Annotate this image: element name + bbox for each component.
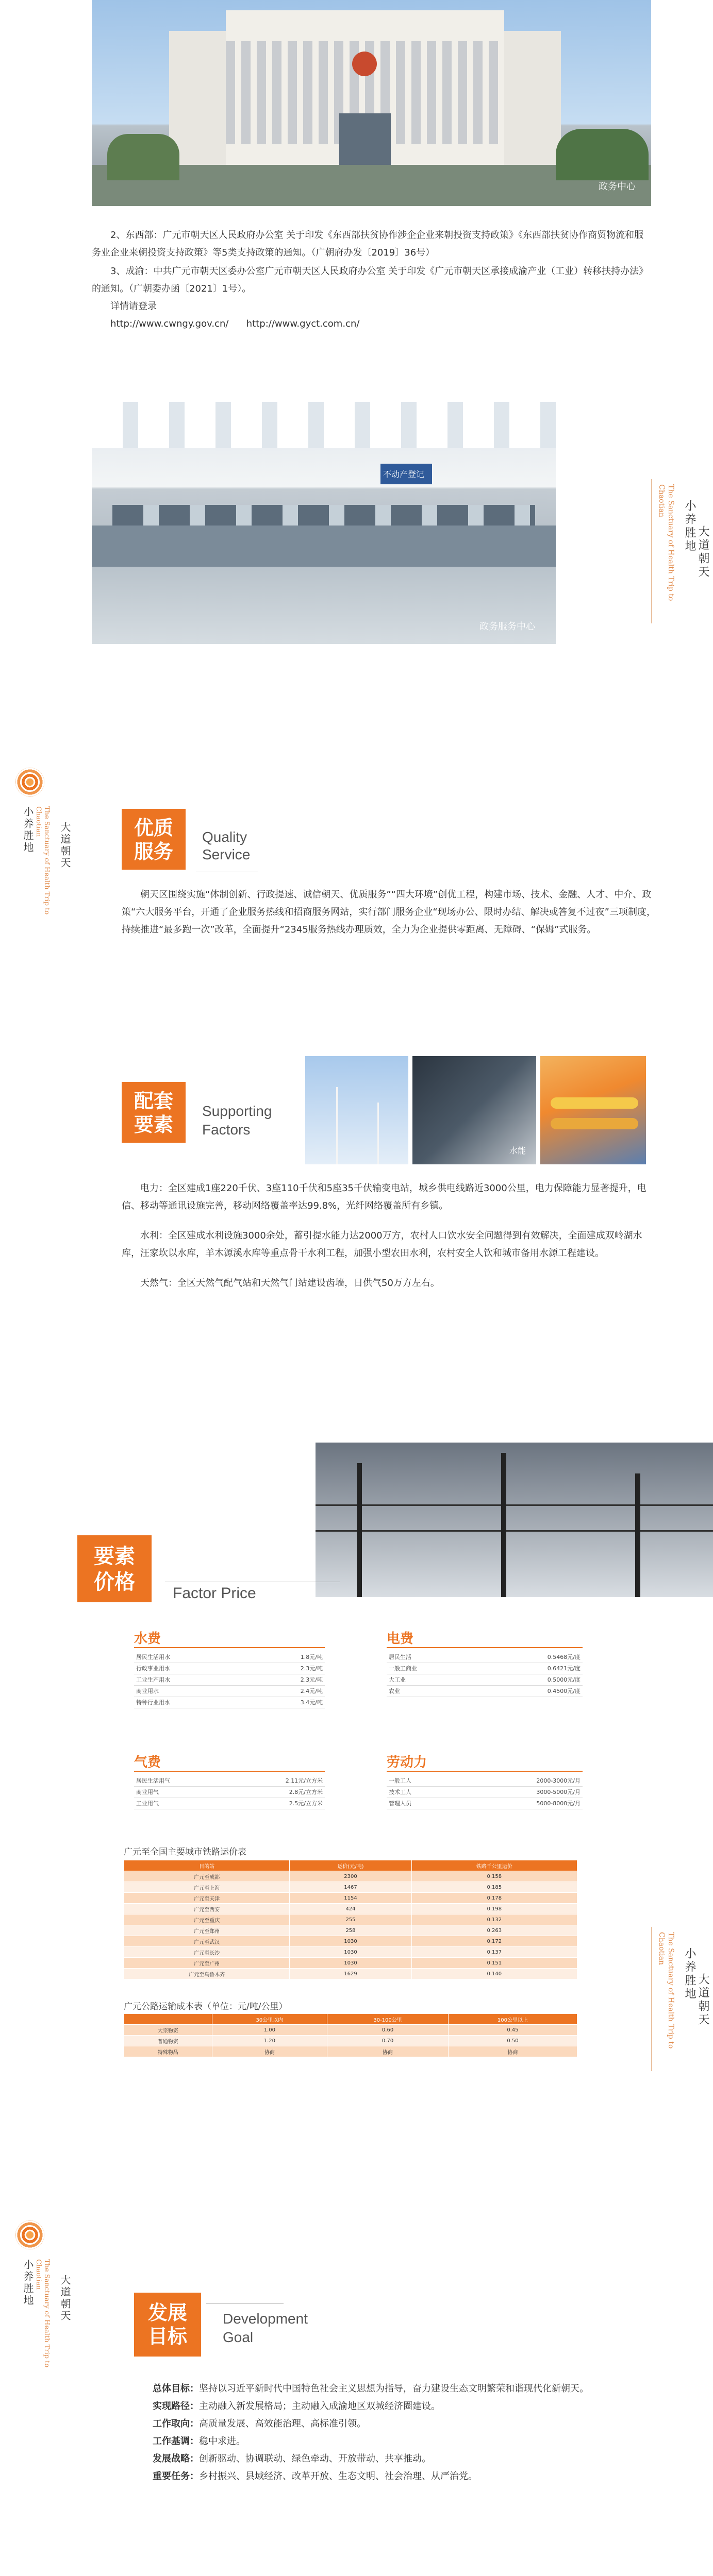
wind-turbine-photo: [305, 1056, 408, 1164]
price-item: 商业用水: [134, 1685, 247, 1697]
price-row: [134, 1663, 325, 1674]
badge-cn-1: 小养胜地: [22, 806, 34, 854]
hall-sign: 不动产登记: [383, 469, 425, 479]
table-row: [124, 1958, 577, 1969]
development-goal-list: [134, 2380, 650, 2485]
price-item: 一般工商业: [387, 1663, 478, 1674]
price-row: [387, 1651, 583, 1663]
logo-seal-icon: [15, 768, 44, 796]
hall-photo-caption: 政务服务中心: [479, 621, 535, 632]
price-item: 商业用气: [134, 1786, 226, 1798]
quality-service-tag: 优质 服务: [122, 809, 186, 870]
badge-cn-2: 大道朝天: [59, 2275, 71, 2322]
price-row: [134, 1685, 325, 1697]
table-cell: 1467: [290, 1882, 411, 1893]
price-item: 行政事业用水: [134, 1663, 247, 1674]
table-header-cell: 运价(元/吨): [290, 1860, 411, 1871]
gas-price: [134, 1752, 325, 1809]
badge-english: The Sanctuary of Health Trip to Chaotian: [657, 1932, 675, 2049]
table-cell: 1154: [290, 1893, 411, 1904]
price-value: 5000-8000元/月: [457, 1798, 583, 1809]
policy-block: [92, 227, 651, 333]
logo-seal-icon: [15, 2221, 44, 2249]
table-row: [124, 2025, 577, 2036]
table-cell: 协商: [327, 2046, 449, 2057]
goal-key: 总体目标：: [153, 2383, 199, 2394]
goal-value: 乡村振兴、县域经济、改革开放、生态文明、社会治理、从严治党。: [199, 2471, 477, 2482]
water-price-table: [134, 1651, 325, 1708]
price-value: 1.8元/吨: [247, 1651, 325, 1663]
price-row: [134, 1674, 325, 1685]
table-cell: 广元至重庆: [124, 1914, 290, 1925]
freight-table-title: 广元至全国主要城市铁路运价表: [124, 1847, 246, 1857]
table-cell: 0.158: [411, 1871, 577, 1882]
price-row: [387, 1786, 583, 1798]
price-row: [134, 1775, 325, 1786]
table-header-row: [124, 1860, 577, 1871]
supporting-en-2: Factors: [202, 1122, 251, 1138]
price-item: 居民生活用水: [134, 1651, 247, 1663]
badge-cn-1: 小养胜地: [22, 2259, 34, 2307]
gas-price-heading: 气费: [134, 1752, 325, 1772]
electric-price-table: [387, 1651, 583, 1697]
table-row: [124, 1936, 577, 1947]
goal-key: 重要任务：: [153, 2471, 199, 2482]
road-cost-table: [124, 2013, 577, 2057]
goal-key: 发展战略：: [153, 2453, 199, 2464]
photo-caption: 政务中心: [599, 181, 636, 192]
photo-label: 水能: [509, 1146, 526, 1156]
goal-value: 创新驱动、协调联动、绿色牵动、开放带动、共享推动。: [199, 2453, 431, 2464]
water-text: 水利：全区建成水利设施3000余处，蓄引提水能力达2000万方，农村人口饮水安全问题得到有效解决，全面建成双岭湖水库，汪家坎以水库，羊木源溪水库等重点骨干水利工程，加强小型农田水利，农村安全人饮和城市备用水源工程建设。: [122, 1230, 642, 1259]
water-price-heading: 水费: [134, 1628, 325, 1648]
table-row: [124, 2036, 577, 2046]
table-cell: 普通物资: [124, 2036, 212, 2046]
freight-table: [124, 1860, 577, 1979]
price-item: 居民生活用气: [134, 1775, 226, 1786]
table-row: [124, 1893, 577, 1904]
quality-body: 朝天区围绕实施“体制创新、行政提速、诚信朝天、优质服务”“四大环境”创优工程，构建市场、技术、金融、人才、中介、政策“六大服务平台，开通了企业服务热线和招商服务网站，实行部门服务企业“现场办公、限时办结、解决或答复不过夜”三项制度，持续推进“最多跑一次”改革，全面提升“2345服务热线办理质效，全力为企业提供零距离、无障碍、“保姆”式服务。: [122, 889, 656, 935]
table-cell: 广元至郑州: [124, 1925, 290, 1936]
price-row: [387, 1775, 583, 1786]
table-header-cell: 100公里以上: [448, 2014, 577, 2025]
price-item: 工业生产用水: [134, 1674, 247, 1685]
electric-price-heading: 电费: [387, 1628, 583, 1648]
goal-key: 工作基调：: [153, 2436, 199, 2447]
price-value: 0.6421元/度: [478, 1663, 583, 1674]
supporting-factors-tag: 配套 要素: [122, 1082, 186, 1143]
table-header-row: [124, 2014, 577, 2025]
goal-value: 高质量发展、高效能治理、高标准引领。: [199, 2418, 366, 2429]
table-cell: 255: [290, 1914, 411, 1925]
goal-key: 工作取向：: [153, 2418, 199, 2429]
government-building-photo: [92, 0, 651, 206]
gas-text: 天然气：全区天然气配气站和天然气门站建设齿墙，日供气50万方左右。: [140, 1278, 440, 1289]
table-cell: 0.178: [411, 1893, 577, 1904]
water-price: [134, 1628, 325, 1708]
table-cell: 1030: [290, 1936, 411, 1947]
table-cell: 0.263: [411, 1925, 577, 1936]
price-value: 3.4元/吨: [247, 1697, 325, 1708]
goal-key: 实现路径：: [153, 2401, 199, 2412]
price-item: 特种行业用水: [134, 1697, 247, 1708]
goal-value: 坚持以习近平新时代中国特色社会主义思想为指导，奋力建设生态文明繁荣和谐现代化新朝天。: [199, 2383, 589, 2394]
road-table-title: 广元公路运输成本表（单位：元/吨/公里）: [124, 2002, 288, 2012]
supporting-body: [122, 1180, 658, 1292]
development-goal-tag: 发展 目标: [134, 2293, 201, 2357]
price-row: [387, 1685, 583, 1697]
side-badge: [651, 1927, 713, 2071]
table-cell: 特殊物品: [124, 2046, 212, 2057]
table-cell: 0.132: [411, 1914, 577, 1925]
link-gyct[interactable]: http://www.gyct.com.cn/: [246, 318, 360, 329]
price-value: 3000-5000元/月: [457, 1786, 583, 1798]
table-cell: 协商: [448, 2046, 577, 2057]
badge-english: The Sanctuary of Health Trip to Chaotian: [657, 484, 675, 601]
goal-value: 稳中求进。: [199, 2436, 245, 2447]
table-cell: 2300: [290, 1871, 411, 1882]
power-text: 电力：全区建成1座220千伏、3座110千伏和5座35千伏输变电站，城乡供电线路近3000公里，电力保障能力显著提升，电信、移动等通讯设施完善，移动网络覆盖率达99.8%，光纤网络覆盖所有乡镇。: [122, 1183, 646, 1211]
table-header-cell: 目的站: [124, 1860, 290, 1871]
policy-item: 3、成渝：中共广元市朝天区委办公室广元市朝天区人民政府办公室 关于印发《广元市朝天区承接成渝产业（工业）转移扶持办法》的通知。（广朝委办函〔2021〕1号）。: [92, 266, 649, 294]
goal-item: [134, 2468, 650, 2485]
table-cell: 0.50: [448, 2036, 577, 2046]
table-row: [124, 1882, 577, 1893]
badge-cn-2: 大道朝天: [697, 526, 709, 579]
table-cell: 0.70: [327, 2036, 449, 2046]
table-cell: 协商: [212, 2046, 327, 2057]
table-row: [124, 1904, 577, 1914]
price-value: 0.5468元/度: [478, 1651, 583, 1663]
water-power-photo: [412, 1056, 536, 1164]
table-cell: 0.45: [448, 2025, 577, 2036]
gas-pipeline-photo: [540, 1056, 646, 1164]
table-cell: 广元至西安: [124, 1904, 290, 1914]
side-badge: [21, 2259, 82, 2378]
factor-price-en: Factor Price: [173, 1585, 256, 1602]
table-cell: 0.151: [411, 1958, 577, 1969]
table-cell: 0.185: [411, 1882, 577, 1893]
badge-english: The Sanctuary of Health Trip to Chaotian: [35, 806, 51, 915]
table-cell: 大宗物资: [124, 2025, 212, 2036]
price-value: 2.11元/立方米: [226, 1775, 325, 1786]
price-value: 2.8元/立方米: [226, 1786, 325, 1798]
goal-item: [134, 2398, 650, 2415]
power-tower-photo: [316, 1443, 713, 1597]
price-row: [387, 1663, 583, 1674]
link-cwngy[interactable]: http://www.cwngy.gov.cn/: [110, 318, 229, 329]
table-cell: 0.140: [411, 1969, 577, 1979]
labor-price-heading: 劳动力: [387, 1752, 583, 1772]
price-value: 2.5元/立方米: [226, 1798, 325, 1809]
table-cell: 广元至广州: [124, 1958, 290, 1969]
price-item: 居民生活: [387, 1651, 478, 1663]
electric-price: [387, 1628, 583, 1697]
price-row: [134, 1697, 325, 1708]
table-row: [124, 1947, 577, 1958]
table-cell: 广元至天津: [124, 1893, 290, 1904]
price-row: [134, 1798, 325, 1809]
price-item: 工业用气: [134, 1798, 226, 1809]
badge-cn-1: 小养胜地: [683, 1947, 696, 2001]
goal-item: [134, 2450, 650, 2468]
table-cell: 0.172: [411, 1936, 577, 1947]
table-cell: 0.137: [411, 1947, 577, 1958]
price-item: 管理人员: [387, 1798, 457, 1809]
development-en-2: Goal: [223, 2329, 254, 2345]
table-header-cell: 铁路千公里运价: [411, 1860, 577, 1871]
price-row: [134, 1786, 325, 1798]
side-badge: [21, 806, 82, 925]
development-en-1: Development: [223, 2311, 308, 2327]
price-row: [134, 1651, 325, 1663]
price-value: 0.5000元/度: [478, 1674, 583, 1685]
goal-item: [134, 2415, 650, 2433]
table-row: [124, 1914, 577, 1925]
price-item: 技术工人: [387, 1786, 457, 1798]
details-links: [92, 315, 651, 333]
price-value: 2.3元/吨: [247, 1663, 325, 1674]
table-cell: 广元至武汉: [124, 1936, 290, 1947]
price-row: [387, 1674, 583, 1685]
table-cell: 0.60: [327, 2025, 449, 2036]
gas-price-table: [134, 1775, 325, 1809]
table-cell: 0.198: [411, 1904, 577, 1914]
table-cell: 广元至长沙: [124, 1947, 290, 1958]
table-cell: 1030: [290, 1958, 411, 1969]
labor-price: [387, 1752, 583, 1809]
price-item: 一般工人: [387, 1775, 457, 1786]
service-hall-photo: [92, 402, 556, 644]
table-cell: 广元至成都: [124, 1871, 290, 1882]
table-cell: 1.20: [212, 2036, 327, 2046]
table-header-cell: 30公里以内: [212, 2014, 327, 2025]
factor-price-tag: 要素 价格: [77, 1535, 152, 1602]
table-header-cell: 30-100公里: [327, 2014, 449, 2025]
quality-en-1: Quality: [202, 829, 247, 845]
price-value: 0.4500元/度: [478, 1685, 583, 1697]
price-value: 2000-3000元/月: [457, 1775, 583, 1786]
labor-price-table: [387, 1775, 583, 1809]
table-cell: 1030: [290, 1947, 411, 1958]
table-cell: 258: [290, 1925, 411, 1936]
table-row: [124, 2046, 577, 2057]
goal-item: [134, 2380, 650, 2398]
table-cell: 424: [290, 1904, 411, 1914]
badge-cn-2: 大道朝天: [697, 1973, 709, 2027]
goal-value: 主动融入新发展格局；主动融入成渝地区双城经济圈建设。: [199, 2401, 440, 2412]
badge-english: The Sanctuary of Health Trip to Chaotian: [35, 2259, 51, 2368]
side-badge: [651, 479, 713, 623]
price-item: 大工业: [387, 1674, 478, 1685]
badge-cn-1: 小养胜地: [683, 500, 696, 553]
supporting-en-1: Supporting: [202, 1103, 272, 1119]
goal-item: [134, 2433, 650, 2450]
badge-cn-2: 大道朝天: [59, 822, 71, 869]
details-label: 详情请登录: [110, 301, 157, 312]
price-value: 2.4元/吨: [247, 1685, 325, 1697]
table-cell: 1.00: [212, 2025, 327, 2036]
table-row: [124, 1969, 577, 1979]
table-row: [124, 1925, 577, 1936]
price-value: 2.3元/吨: [247, 1674, 325, 1685]
policy-item: 2、东西部：广元市朝天区人民政府办公室 关于印发《东西部扶贫协作涉企企业来朝投资支持政策》《东西部扶贫协作商贸物流和服务业企业来朝投资支持政策》等5类支持政策的通知。（广朝府办发〔2019〕36号）: [92, 230, 644, 258]
quality-en-2: Service: [202, 846, 251, 862]
price-item: 农业: [387, 1685, 478, 1697]
price-row: [387, 1798, 583, 1809]
table-cell: 广元至上海: [124, 1882, 290, 1893]
table-cell: 广元至乌鲁木齐: [124, 1969, 290, 1979]
table-header-cell: [124, 2014, 212, 2025]
table-cell: 1629: [290, 1969, 411, 1979]
table-row: [124, 1871, 577, 1882]
